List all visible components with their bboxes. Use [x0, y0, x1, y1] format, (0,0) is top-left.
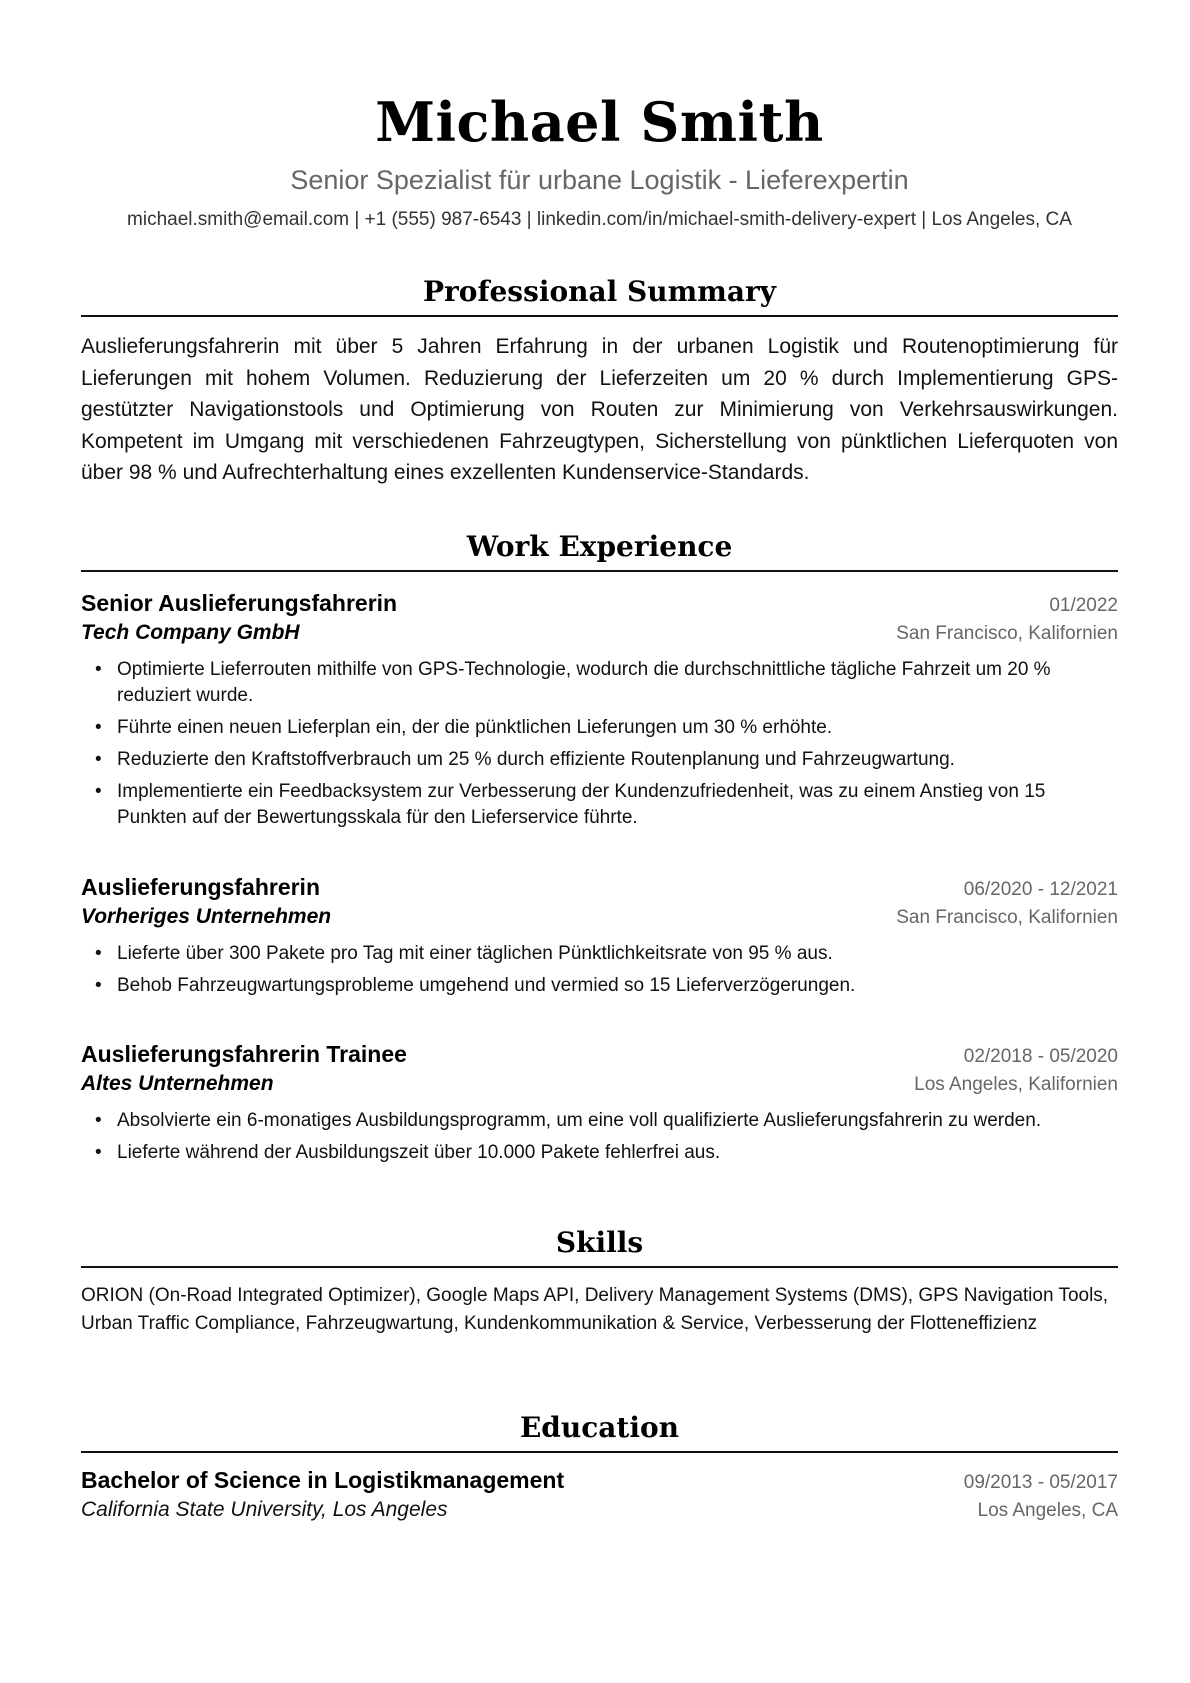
job-date: 06/2020 - 12/2021 — [963, 879, 1118, 900]
job-title: Auslieferungsfahrerin Trainee — [81, 1041, 407, 1067]
job-company: Altes Unternehmen — [81, 1072, 274, 1095]
candidate-headline: Senior Spezialist für urbane Logistik - Lieferexpertin — [290, 165, 909, 195]
bullet-icon: • — [95, 975, 102, 996]
job-bullet: • Optimierte Lieferrouten mithilfe von GPS-Technologie, wodurch die durchschnittliche tägliche Fahrzeit um 20 % reduziert wurde. — [95, 659, 1051, 706]
education-location: Los Angeles, CA — [977, 1500, 1118, 1521]
job-title: Senior Auslieferungsfahrerin — [81, 590, 398, 616]
job-location: San Francisco, Kalifornien — [896, 623, 1118, 644]
education-heading: Education — [81, 1414, 1118, 1453]
job-bullet: • Implementierte ein Feedbacksystem zur Verbesserung der Kundenzufriedenheit, was zu einem Anstieg von 15 Punkten auf der Bewertungsskala für den Lieferservice führte. — [95, 781, 1046, 828]
experience-section — [81, 530, 1118, 572]
summary-text: Auslieferungsfahrerin mit über 5 Jahren Erfahrung in der urbanen Logistik und Routenoptimierung für Lieferungen mit hohem Volumen. Reduzierung der Lieferzeiten um 20 % durch Implementierung GPS-gestützter Navigationstools und Optimierung von Routen zur Minimierung von Verkehrsauswirkungen. Kompetent im Umgang mit verschiedenen Fahrzeugtypen, Sicherstellung von pünktlichen Lieferquoten von über 98 % und Aufrechterhaltung eines exzellenten Kundenservice-Standards. — [81, 335, 1118, 484]
job-bullet: • Absolvierte ein 6-monatiges Ausbildungsprogramm, um eine voll qualifizierte Auslieferungsfahrerin zu werden. — [81, 1108, 1118, 1134]
education-date: 09/2013 - 05/2017 — [963, 1472, 1118, 1493]
education-degree: Bachelor of Science in Logistikmanagement — [81, 1467, 565, 1493]
summary-heading: Professional Summary — [81, 278, 1118, 317]
bullet-icon: • — [95, 781, 102, 802]
bullet-icon: • — [95, 1142, 102, 1163]
skills-section — [81, 1226, 1118, 1338]
job-bullets — [81, 941, 1118, 999]
resume-header — [81, 0, 1118, 229]
job-date: 02/2018 - 05/2020 — [963, 1046, 1118, 1067]
job-title: Auslieferungsfahrerin — [81, 874, 320, 900]
skills-text: ORION (On-Road Integrated Optimizer), Google Maps API, Delivery Management Systems (DMS), GPS Navigation Tools, Urban Traffic Compliance, Fahrzeugwartung, Kundenkommunikation & Service, Verbesserung der Flotteneffizienz — [81, 1285, 1109, 1334]
candidate-name: Michael Smith — [375, 90, 824, 154]
job-company: Tech Company GmbH — [81, 621, 300, 644]
resume-page — [81, 0, 1118, 1521]
job-entry — [81, 874, 1118, 1005]
job-company: Vorheriges Unternehmen — [81, 905, 332, 928]
bullet-icon: • — [95, 943, 102, 964]
job-bullet: • Lieferte über 300 Pakete pro Tag mit einer täglichen Pünktlichkeitsrate von 95 % aus. — [81, 941, 1118, 967]
job-location: San Francisco, Kalifornien — [896, 907, 1118, 928]
bullet-icon: • — [95, 749, 102, 770]
summary-section — [81, 275, 1118, 489]
job-bullets — [81, 1108, 1118, 1166]
bullet-icon: • — [95, 717, 102, 738]
job-bullet: • Führte einen neuen Lieferplan ein, der die pünktlichen Lieferungen um 30 % erhöhte. — [81, 715, 1118, 741]
experience-heading: Work Experience — [81, 533, 1118, 572]
education-school: California State University, Los Angeles — [81, 1498, 448, 1521]
education-section — [81, 1411, 1118, 1522]
bullet-icon: • — [95, 1110, 102, 1131]
job-entry — [81, 590, 1118, 837]
bullet-icon: • — [95, 659, 102, 680]
job-bullets — [81, 657, 1118, 831]
job-bullet: • Behob Fahrzeugwartungsprobleme umgehend und vermied so 15 Lieferverzögerungen. — [81, 973, 1118, 999]
contact-line: michael.smith@email.com | +1 (555) 987-6543 | linkedin.com/in/michael-smith-delivery-expert | Los Angeles, CA — [127, 209, 1072, 230]
job-bullet: • Lieferte während der Ausbildungszeit über 10.000 Pakete fehlerfrei aus. — [81, 1140, 1118, 1166]
job-bullet: • Reduzierte den Kraftstoffverbrauch um 25 % durch effiziente Routenplanung und Fahrzeugwartung. — [81, 747, 1118, 773]
skills-heading: Skills — [81, 1229, 1118, 1268]
job-location: Los Angeles, Kalifornien — [914, 1074, 1118, 1095]
job-date: 01/2022 — [1049, 595, 1118, 616]
job-entry — [81, 1041, 1118, 1172]
